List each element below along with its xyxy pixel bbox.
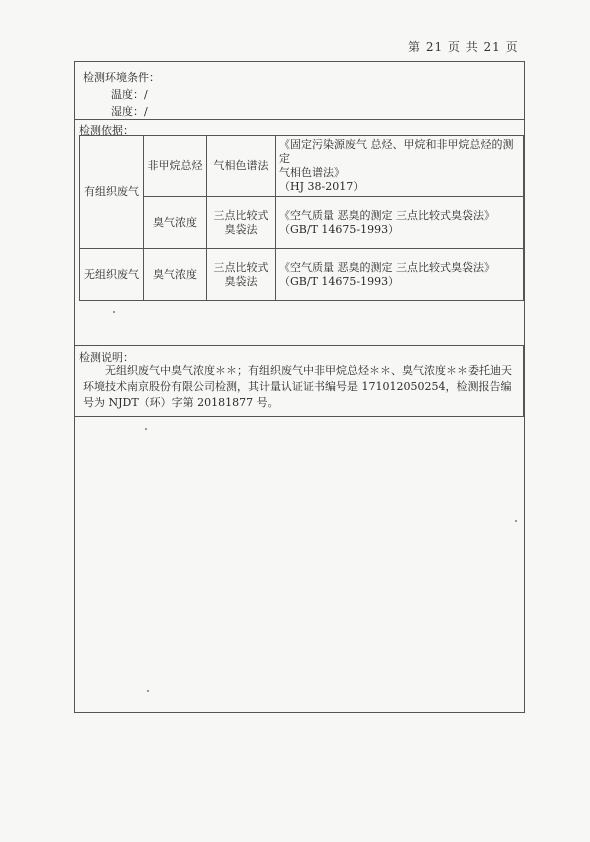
basis-title: 检测依据： [79,124,134,137]
standard-line: （GB/T 14675-1993） [279,274,400,288]
table-row [80,136,524,197]
notes-box [74,345,524,417]
method-cell: 三点比较式臭袋法 [207,197,276,249]
standard-line: 《空气质量 恶臭的测定 三点比较式臭袋法》 [279,208,495,222]
table-row [80,197,524,249]
category-cell: 有组织废气 [80,136,144,249]
scan-speck [145,428,147,430]
method-cell: 三点比较式臭袋法 [207,249,276,301]
item-cell: 非甲烷总烃 [144,136,207,197]
section-divider [75,119,524,120]
temperature-field: 温度：/ [111,88,148,101]
basis-table [79,135,524,301]
standard-cell [276,249,524,301]
category-cell: 无组织废气 [80,249,144,301]
humidity-field: 湿度：/ [111,105,148,118]
item-cell: 臭气浓度 [144,249,207,301]
table-row [80,249,524,301]
scan-speck [113,311,115,313]
standard-line: （HJ 38-2017） [279,180,365,193]
standard-cell [276,197,524,249]
item-cell: 臭气浓度 [144,197,207,249]
page-number: 第 21 页 共 21 页 [408,40,519,54]
standard-line: 《固定污染源废气 总烃、甲烷和非甲烷总烃的测定 [279,138,514,165]
scan-speck [515,520,517,522]
notes-body: 无组织废气中臭气浓度＊＊；有组织废气中非甲烷总烃＊＊、臭气浓度＊＊委托迪天环境技术南京股份有限公司检测，其计量认证证书编号是 171012050254，检测报告编号为 NJDT（环）字第 20181877 号。 [83,364,512,409]
standard-line: 《空气质量 恶臭的测定 三点比较式臭袋法》 [279,260,495,274]
environment-title: 检测环境条件： [83,71,160,84]
scan-speck [147,690,149,692]
standard-line: 气相色谱法》 [279,166,345,179]
standard-cell [276,136,524,197]
standard-line: （GB/T 14675-1993） [279,222,400,236]
method-cell: 气相色谱法 [207,136,276,197]
notes-title: 检测说明： [79,351,134,364]
